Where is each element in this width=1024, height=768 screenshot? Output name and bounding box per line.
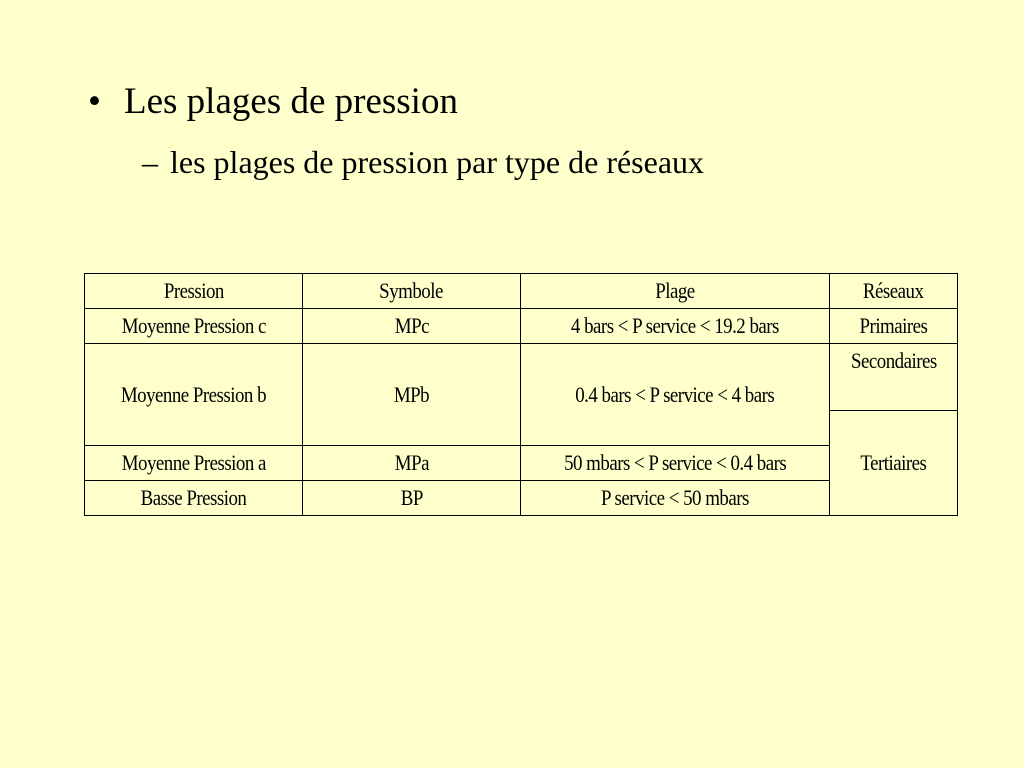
slide-title [88, 80, 458, 124]
header-reseaux: Réseaux [830, 274, 958, 309]
cell-symbole: BP [303, 481, 521, 516]
sub-bullet-marker: – [142, 144, 158, 180]
header-symbole: Symbole [303, 274, 521, 309]
table-row [85, 446, 958, 481]
table-row [85, 481, 958, 516]
subtitle-text: les plages de pression par type de réseaux [170, 144, 705, 180]
bullet-marker: • [88, 81, 101, 122]
table-header-row [85, 274, 958, 309]
cell-pression: Moyenne Pression a [85, 446, 303, 481]
cell-reseaux-primaires: Primaires [830, 309, 958, 344]
table-row [85, 344, 958, 411]
cell-plage: 4 bars < P service < 19.2 bars [521, 309, 830, 344]
header-pression: Pression [85, 274, 303, 309]
cell-plage: 0.4 bars < P service < 4 bars [521, 344, 830, 446]
pressure-table [84, 273, 958, 516]
title-text: Les plages de pression [124, 81, 458, 122]
cell-pression: Moyenne Pression b [85, 344, 303, 446]
cell-plage: 50 mbars < P service < 0.4 bars [521, 446, 830, 481]
cell-plage: P service < 50 mbars [521, 481, 830, 516]
header-plage: Plage [521, 274, 830, 309]
cell-symbole: MPa [303, 446, 521, 481]
cell-reseaux-secondaires: Secondaires [830, 344, 958, 411]
slide-subtitle [142, 142, 704, 182]
cell-pression: Moyenne Pression c [85, 309, 303, 344]
cell-symbole: MPb [303, 344, 521, 446]
table-row [85, 309, 958, 344]
cell-pression: Basse Pression [85, 481, 303, 516]
cell-reseaux-tertiaires: Tertiaires [830, 411, 958, 516]
cell-symbole: MPc [303, 309, 521, 344]
